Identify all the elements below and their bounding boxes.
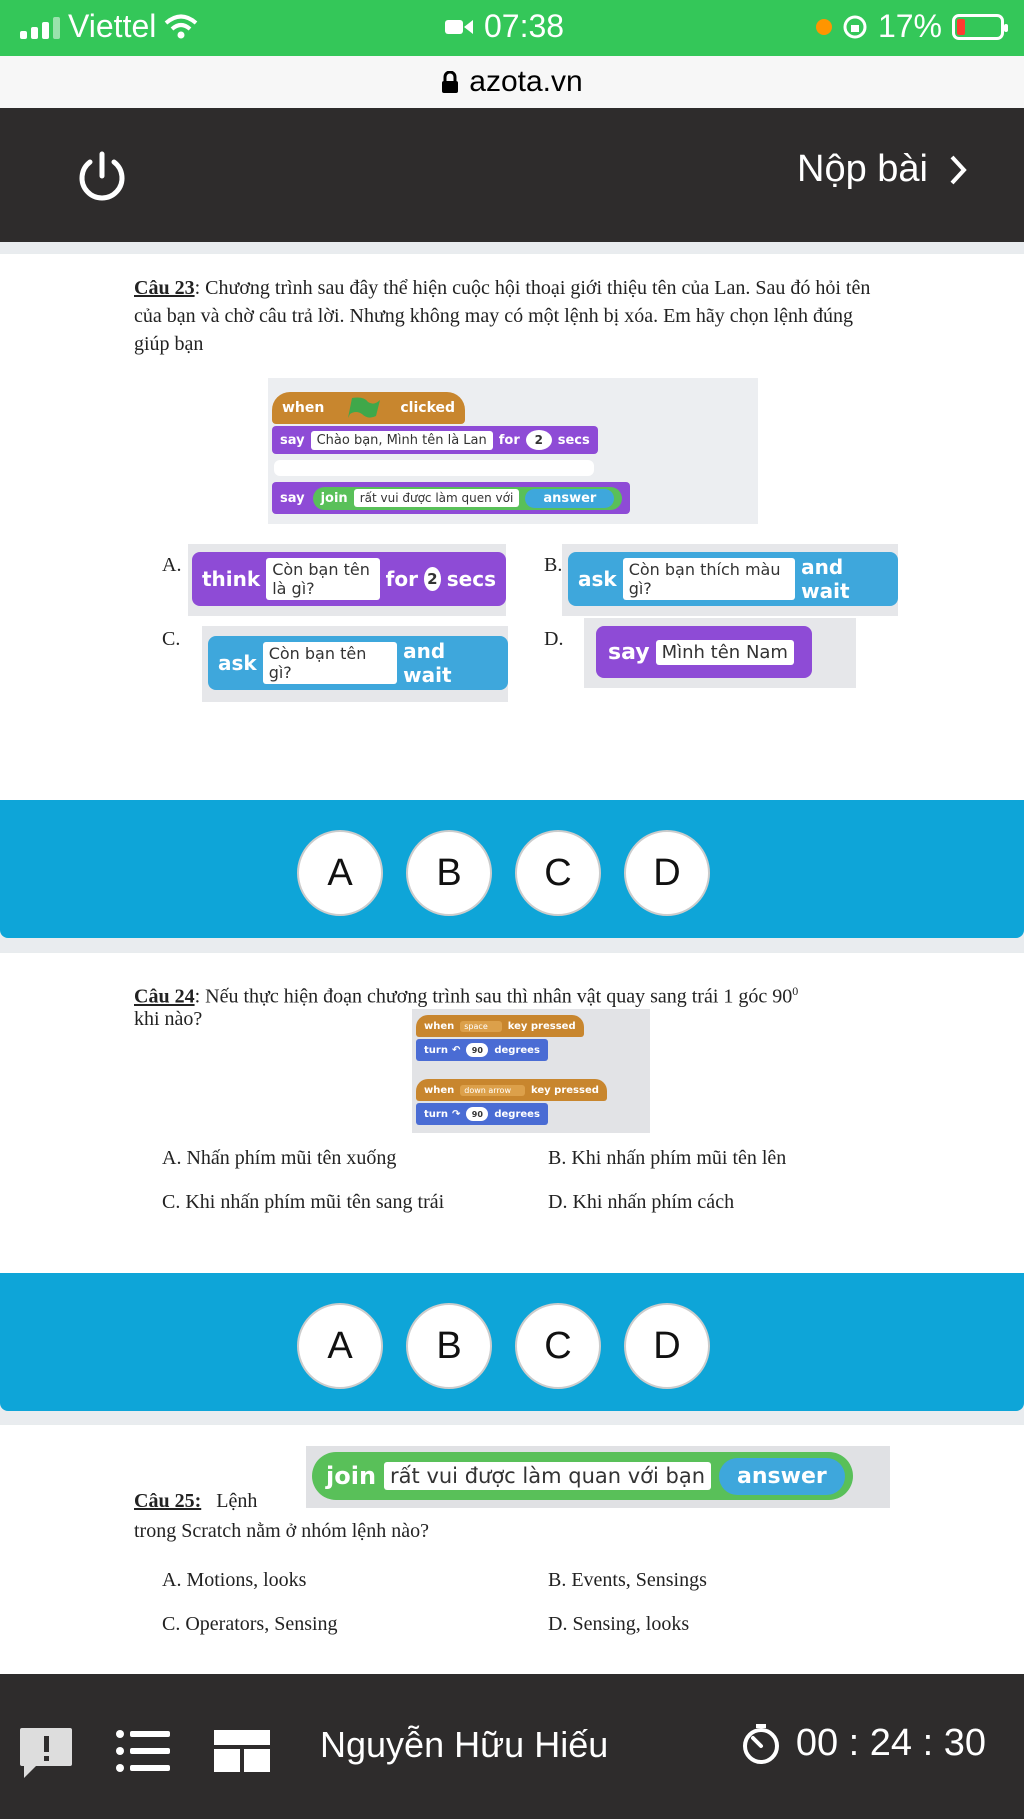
lock-icon (441, 71, 459, 93)
choice-d-button[interactable]: D (624, 830, 710, 916)
submit-label: Nộp bài (797, 148, 928, 190)
submit-button[interactable] (797, 148, 968, 191)
block-label: clicked (400, 400, 456, 416)
status-bar (0, 0, 1024, 56)
wifi-icon (164, 14, 198, 40)
block-label: secs (446, 567, 496, 591)
block-number: 2 (424, 567, 441, 591)
block-label: ask (218, 651, 257, 675)
choice-d-button[interactable]: D (624, 1303, 710, 1389)
question-24-body: : Nếu thực hiện đoạn chương trình sau thì nhân vật quay sang trái 1 góc 90 (194, 985, 793, 1008)
block-label: ask (578, 567, 617, 591)
block-input: Còn bạn tên là gì? (266, 558, 379, 600)
bottom-bar (0, 1674, 1024, 1819)
choice-c-button[interactable]: C (515, 830, 601, 916)
battery-icon (952, 14, 1004, 40)
block-label: turn (424, 1108, 448, 1120)
block-label: turn (424, 1044, 448, 1056)
power-icon[interactable] (74, 148, 130, 204)
block-label: key pressed (507, 1020, 576, 1032)
answer-reporter: answer (525, 489, 614, 508)
answer-reporter: answer (719, 1458, 845, 1495)
time-text: 07:38 (484, 8, 565, 44)
option-c-image (202, 626, 508, 702)
block-input: Còn bạn thích màu gì? (623, 558, 795, 600)
think-block (192, 552, 506, 606)
block-input: Còn bạn tên gì? (263, 642, 397, 684)
block-label: when (282, 400, 325, 416)
answer-d-text: D. Khi nhấn phím cách (548, 1191, 735, 1213)
say-for-secs-block (272, 426, 598, 454)
block-input: rất vui được làm quen với (354, 489, 520, 507)
student-name: Nguyễn Hữu Hiếu (320, 1724, 609, 1765)
rotate-left-icon: ↶ (451, 1044, 461, 1056)
question-25-lead: Lệnh (216, 1490, 258, 1512)
answer-c-text: C. Khi nhấn phím mũi tên sang trái (162, 1191, 445, 1213)
block-label: think (202, 567, 261, 591)
deleted-block-gap (274, 460, 594, 476)
option-a-image (188, 544, 506, 616)
block-label: for (498, 432, 520, 448)
block-number: 90 (466, 1043, 488, 1057)
question-24-answer-band (0, 1273, 1024, 1411)
join-block (312, 1452, 853, 1500)
question-24-text (134, 977, 914, 1011)
signal-icon (20, 15, 60, 39)
question-24-text-2: khi nào? (134, 1008, 203, 1030)
choice-a-button[interactable]: A (297, 1303, 383, 1389)
answer-a-text: A. Motions, looks (162, 1569, 307, 1591)
block-label: join (320, 490, 348, 506)
ask-color-block (568, 552, 898, 606)
list-icon[interactable] (116, 1730, 170, 1772)
block-label: say (608, 639, 650, 665)
question-25-card (0, 1425, 1024, 1674)
event-when-flag-block (272, 392, 465, 424)
ask-name-block (208, 636, 508, 690)
question-23-answer-band (0, 800, 1024, 938)
block-label: key pressed (531, 1084, 599, 1096)
turn-left-block (416, 1039, 548, 1061)
block-input: rất vui được làm quan với bạn (384, 1462, 711, 1490)
top-bar (0, 108, 1024, 242)
option-a-letter: A. (162, 554, 182, 576)
timer-text: 00 : 24 : 30 (795, 1722, 986, 1764)
question-23-card (0, 254, 1024, 800)
question-23-script-image (268, 378, 758, 524)
rotation-lock-icon (842, 14, 868, 40)
block-dropdown: down arrow (460, 1085, 525, 1096)
block-number: 2 (526, 430, 552, 450)
report-icon[interactable] (18, 1726, 74, 1780)
block-number: 90 (466, 1107, 488, 1121)
question-24-number: Câu 24 (134, 985, 195, 1008)
block-input: Mình tên Nam (656, 640, 794, 665)
say-block (596, 626, 812, 678)
answer-a-text: A. Nhấn phím mũi tên xuống (162, 1147, 397, 1169)
question-23-number: Câu 23 (134, 277, 195, 299)
block-label: join (326, 1462, 377, 1490)
say-join-block (272, 482, 630, 514)
choice-b-button[interactable]: B (406, 830, 492, 916)
option-b-letter: B. (544, 554, 563, 576)
when-key-block-1 (416, 1015, 584, 1037)
question-25-number: Câu 25: (134, 1490, 202, 1512)
block-label: degrees (494, 1044, 540, 1056)
question-23-body: : Chương trình sau đây thể hiện cuộc hội thoại giới thiệu tên của Lan. Sau đó hỏi tên của bạn và chờ câu trả lời. Nhưng không may có một lệnh bị xóa. Em hãy chọn lệnh đúng giúp bạn (134, 277, 871, 355)
choice-c-button[interactable]: C (515, 1303, 601, 1389)
block-label: say (280, 432, 305, 448)
question-25-block-image (306, 1446, 890, 1508)
block-dropdown: space (460, 1021, 501, 1032)
carrier-name: Viettel (68, 8, 157, 44)
green-flag-icon (342, 396, 382, 420)
option-b-image (562, 544, 898, 616)
question-24-card (0, 953, 1024, 1273)
turn-right-block (416, 1103, 548, 1125)
camera-icon (444, 17, 474, 37)
answer-b-text: B. Khi nhấn phím mũi tên lên (548, 1147, 787, 1169)
rotate-right-icon: ↷ (451, 1108, 461, 1120)
block-label: for (385, 567, 418, 591)
layout-icon[interactable] (214, 1730, 270, 1772)
answer-b-text: B. Events, Sensings (548, 1569, 707, 1591)
choice-a-button[interactable]: A (297, 830, 383, 916)
status-right (816, 8, 1004, 45)
degree-superscript: 0 (792, 984, 799, 998)
block-label: degrees (494, 1108, 540, 1120)
block-label: when (424, 1084, 455, 1096)
question-23-text (134, 274, 884, 358)
block-label: when (424, 1020, 455, 1032)
block-label: secs (557, 432, 590, 448)
chevron-right-icon (948, 154, 968, 186)
url-bar[interactable] (0, 56, 1024, 108)
block-label: and wait (801, 555, 850, 603)
join-reporter (313, 487, 623, 510)
timer-icon (740, 1723, 782, 1765)
block-label: say (280, 490, 305, 506)
carrier (20, 8, 198, 45)
question-24-script-image (412, 1009, 650, 1133)
clock (444, 8, 564, 45)
option-d-letter: D. (544, 628, 564, 650)
block-input: Chào bạn, Mình tên là Lan (311, 431, 493, 450)
block-label: and wait (403, 639, 452, 687)
question-25-text-2: trong Scratch nằm ở nhóm lệnh nào? (134, 1520, 429, 1542)
answer-c-text: C. Operators, Sensing (162, 1613, 338, 1635)
option-c-letter: C. (162, 628, 181, 650)
option-d-image (584, 618, 856, 688)
url-text: azota.vn (469, 65, 583, 98)
countdown-timer (740, 1722, 986, 1765)
when-key-block-2 (416, 1079, 607, 1101)
battery-text: 17% (877, 8, 942, 44)
answer-d-text: D. Sensing, looks (548, 1613, 690, 1635)
question-25-text (134, 1487, 257, 1515)
choice-b-button[interactable]: B (406, 1303, 492, 1389)
recording-dot-icon (816, 19, 832, 35)
